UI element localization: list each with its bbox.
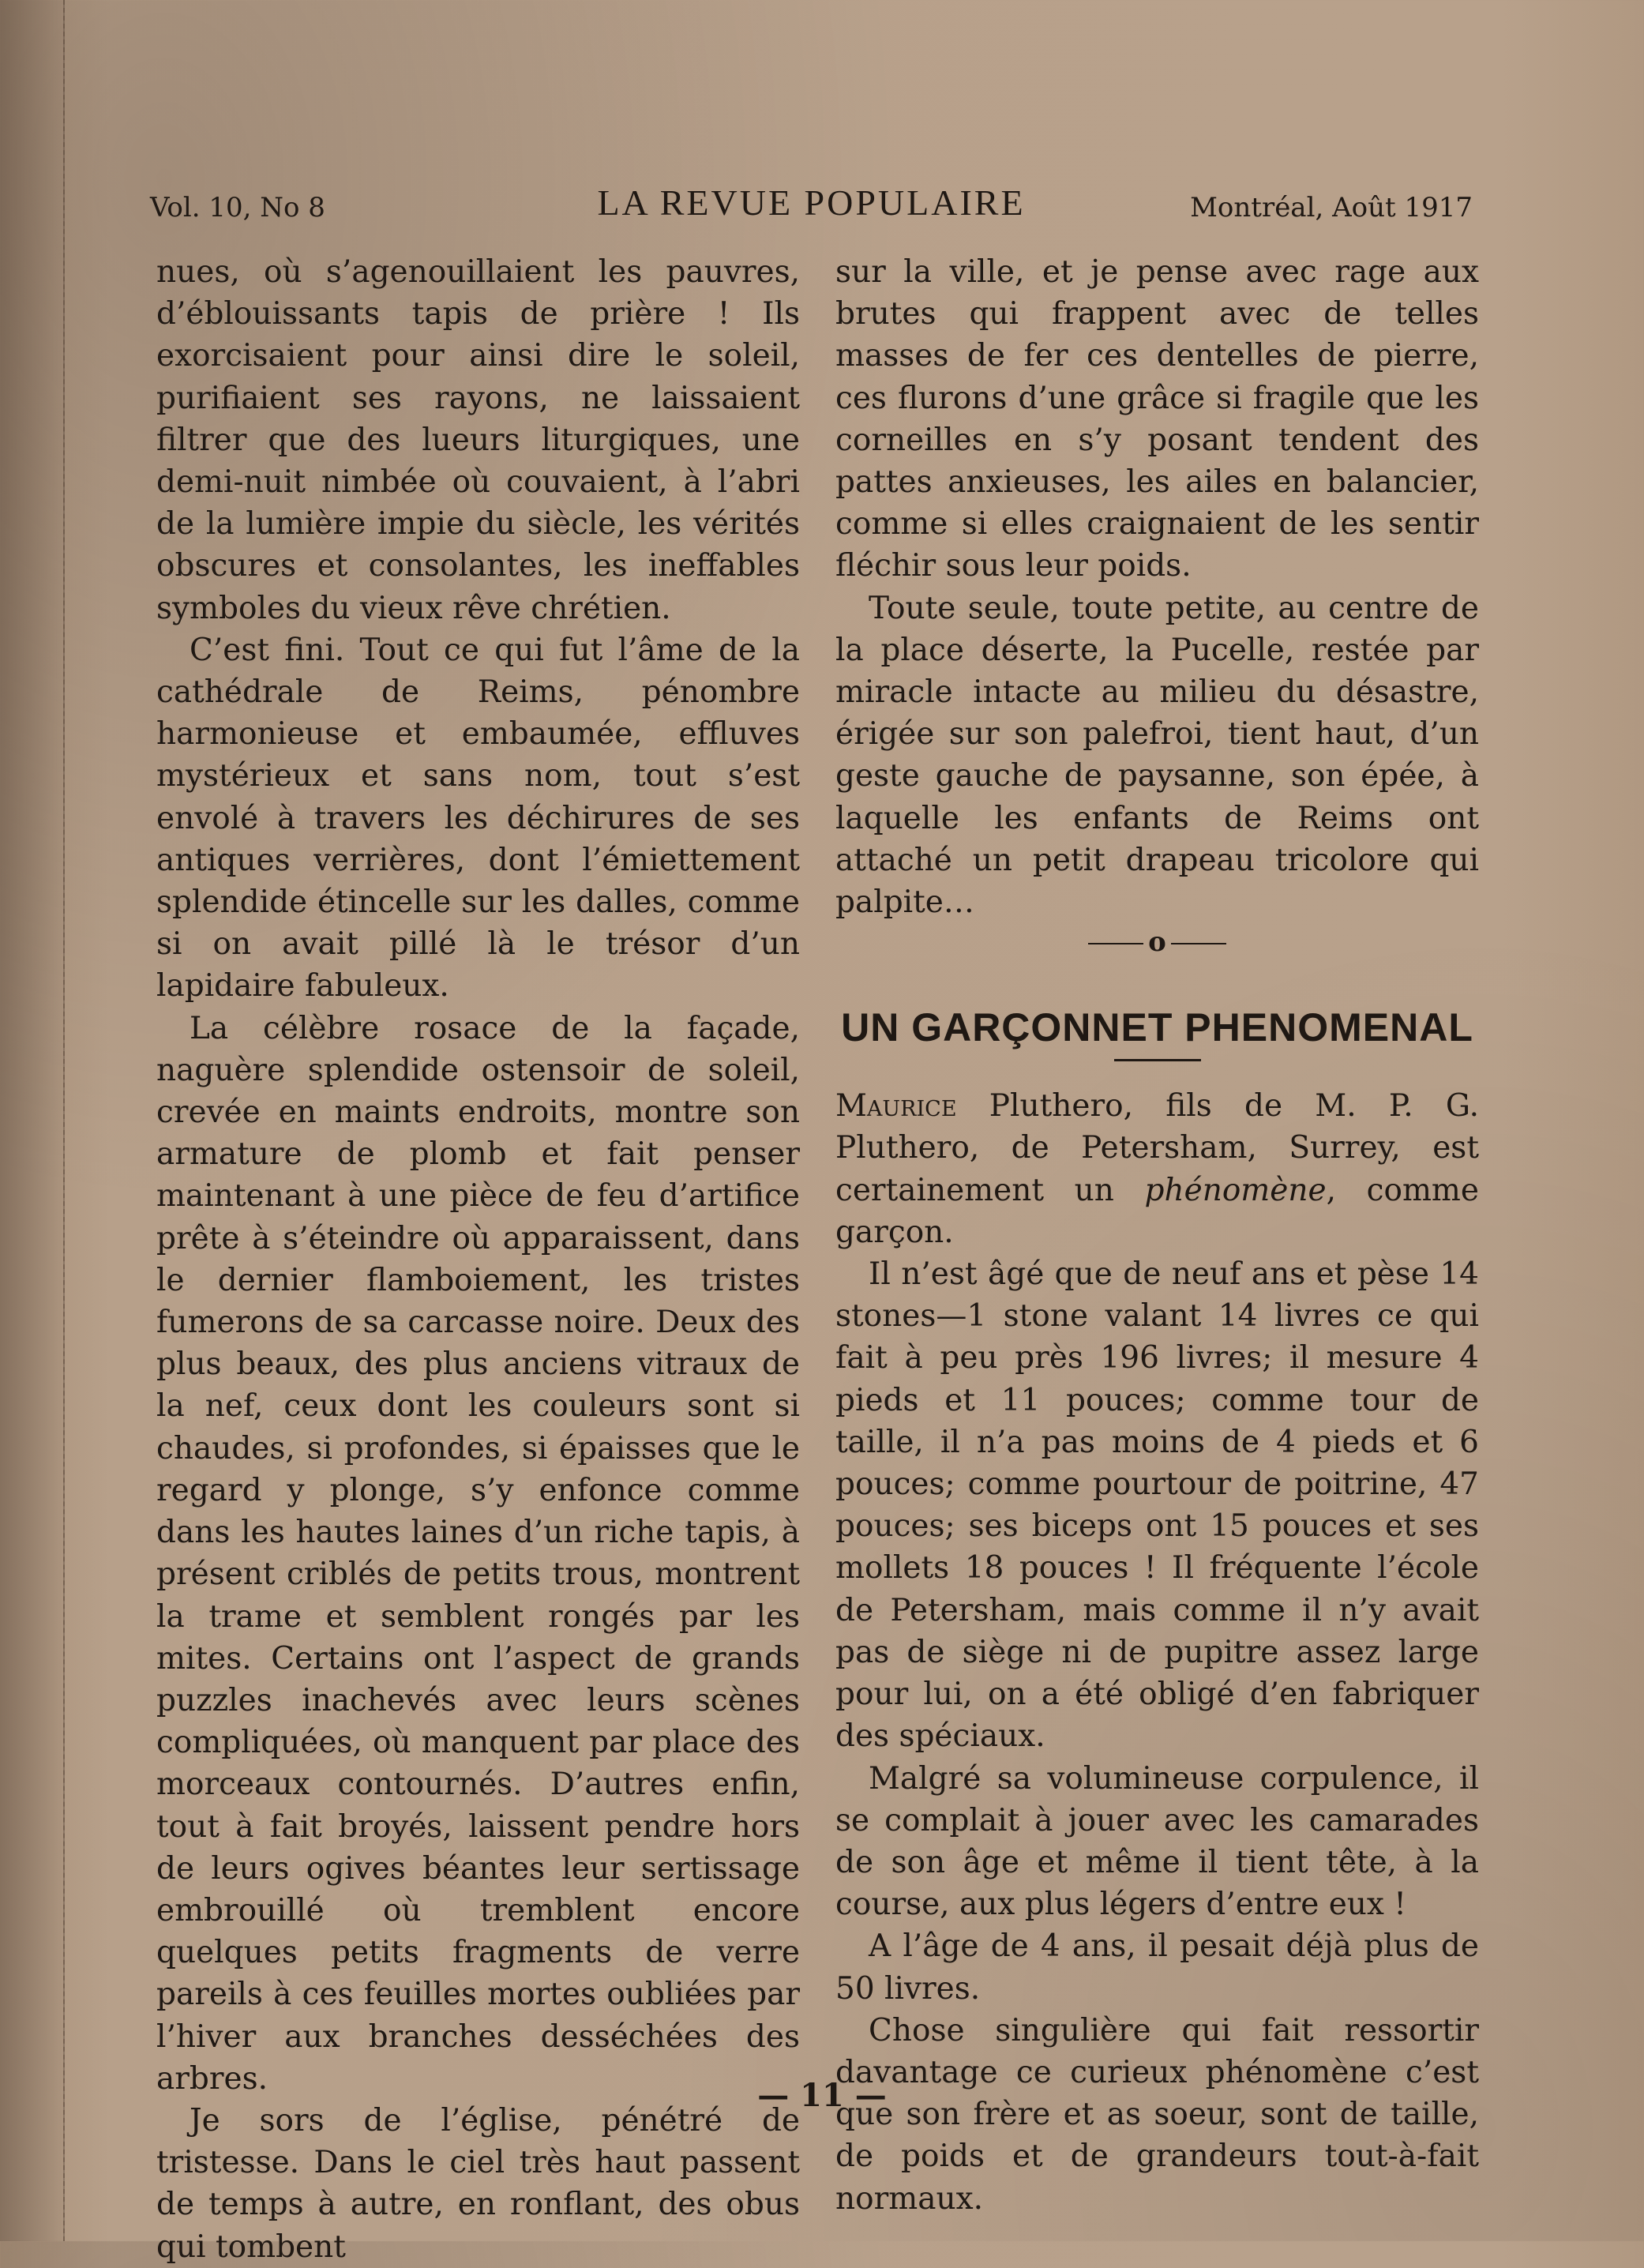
lead-name: Maurice bbox=[835, 1088, 957, 1125]
right-column bbox=[835, 251, 1479, 2220]
paragraph: Il n’est âgé que de neuf ans et pèse 14 stones—1 stone valant 14 livres ce qui fait à peu près 196 livres; il mesure 4 pieds et 11 pouces; comme tour de taille, il n’a pas moins de 4 pieds et 6 pouces; comme pourtour de poitrine, 47 pouces; ses biceps ont 15 pouces et ses mollets 18 pouces ! Il fréquente l’école de Petersham, mais comme il n’y avait pas de siège ni de pupitre assez large pour lui, on a été obligé d’en fabriquer des spéciaux. bbox=[835, 1256, 1479, 1755]
volume-number: Vol. 10, No 8 bbox=[150, 192, 325, 223]
paragraph: Chose singulière qui fait ressortir davantage ce curieux phénomène c’est que son frère et as soeur, sont de taille, de poids et de grandeurs tout-à-fait normaux. bbox=[835, 2012, 1479, 2217]
paragraph: A l’âge de 4 ans, il pesait déjà plus de 50 livres. bbox=[835, 1928, 1479, 2007]
page-number: — 11 — bbox=[757, 2077, 887, 2114]
article-title: UN GARÇONNET PHENOMENAL bbox=[841, 1005, 1473, 1050]
paragraph: C’est fini. Tout ce qui fut l’âme de la cathédrale de Reims, pénombre harmonieuse et embaumée, effluves mystérieux et sans nom, tout s’est envolé à travers les déchirures de ses antiques verrières, dont l’émiettement splendide étincelle sur les dalles, comme si on avait pillé là le trésor d’un lapidaire fabuleux. bbox=[156, 632, 800, 1004]
title-underline bbox=[1114, 1059, 1201, 1061]
paragraph: sur la ville, et je pense avec rage aux brutes qui frappent avec de telles masses de fer ces dentelles de pierre, ces flurons d’une grâce si fragile que les corneilles en s’y posant tendent des pattes anxieuses, les ailes en balancier, comme si elles craignaient de les sentir fléchir sous leur poids. bbox=[835, 254, 1479, 584]
lead-text: Pluthero, fils de M. P. G. Pluthero, de Petersham, Surrey, est certainement un bbox=[835, 1088, 1479, 1208]
page-header bbox=[150, 178, 1473, 233]
lead-emphasis: phénomène bbox=[1144, 1172, 1327, 1208]
page-binding-edge bbox=[0, 0, 65, 2241]
lead-text-end: , comme garçon. bbox=[835, 1172, 1479, 1250]
paragraph: Malgré sa volumineuse corpulence, il se complait à jouer avec les camarades de son âge et même il tient tête, à la course, aux plus légers d’entre eux ! bbox=[835, 1760, 1479, 1923]
left-column bbox=[156, 251, 800, 2268]
paragraph: nues, où s’agenouillaient les pauvres, d’éblouissants tapis de prière ! Ils exorcisaient pour ainsi dire le soleil, purifiaient ses rayons, ne laissaient filtrer que des lueurs liturgiques, une demi-nuit nimbée où couvaient, à l’abri de la lumière impie du siècle, les vérités obscures et consolantes, les ineffables symboles du vieux rêve chrétien. bbox=[156, 254, 800, 626]
paragraph: La célèbre rosace de la façade, naguère splendide ostensoir de soleil, crevée en maints endroits, montre son armature de plomb et fait penser maintenant à une pièce de feu d’artifice prête à s’éteindre où apparaissent, dans le dernier flamboiement, les tristes fumerons de sa carcasse noire. Deux des plus beaux, des plus anciens vitraux de la nef, ceux dont les couleurs sont si chaudes, si profondes, si épaisses que le regard y plonge, s’y enfonce comme dans les hautes laines d’un riche tapis, à présent criblés de petits trous, montrent la trame et semblent rongés par les mites. Certains ont l’aspect de grands puzzles inachevés avec leurs scènes compliquées, où manquent par place des morceaux contournés. D’autres enfin, tout à fait broyés, laissent pendre hors de leurs ogives béantes leur sertissage embrouillé où tremblent encore quelques petits fragments de verre pareils à ces feuilles mortes oubliées par l’hiver aux branches desséchées des arbres. bbox=[156, 1010, 800, 2097]
paragraph: Toute seule, toute petite, au centre de la place déserte, la Pucelle, restée par miracle intacte au milieu du désastre, érigée sur son palefroi, tient haut, d’un geste gauche de paysanne, son épée, à laquelle les enfants de Reims ont attaché un petit drapeau tricolore qui palpite… bbox=[835, 590, 1479, 921]
section-divider bbox=[835, 926, 1479, 958]
divider-glyph: o bbox=[1148, 926, 1166, 959]
paragraph: Je sors de l’église, pénétré de tristesse. Dans le ciel très haut passent de temps à autre, en ronflant, des obus qui tombent bbox=[156, 2102, 800, 2265]
issue-date: Montréal, Août 1917 bbox=[1190, 192, 1473, 223]
article-lead-paragraph bbox=[835, 1085, 1479, 1253]
publication-title: LA REVUE POPULAIRE bbox=[597, 182, 1026, 223]
